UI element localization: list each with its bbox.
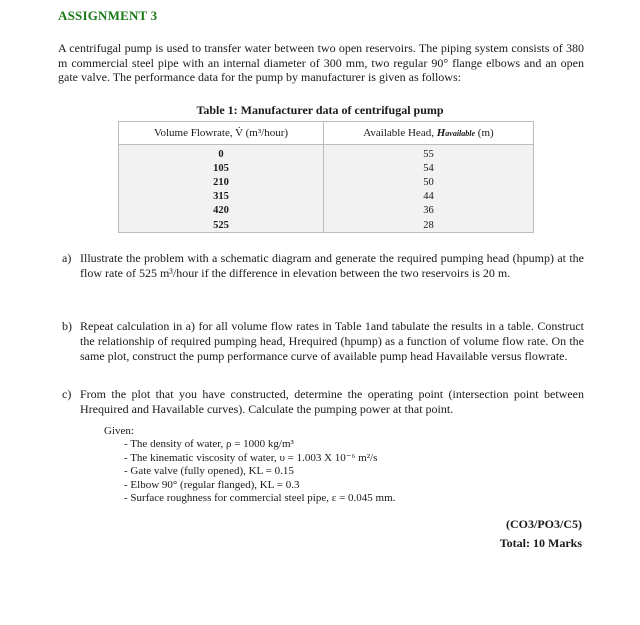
question-b	[62, 319, 584, 363]
cell-flowrate: 210	[119, 175, 324, 189]
cell-head: 55	[324, 145, 534, 162]
given-title: Given:	[104, 425, 134, 437]
question-b-text: Repeat calculation in a) for all volume flow rates in Table 1and tabulate the results in a table. Construct the relationship of required pumping head, Hrequired (hpump) as a function of volume flow rate. On the same plot, construct the pump performance curve of available pump head Havailable versus flowrate.	[80, 319, 584, 363]
table-body	[119, 145, 534, 233]
total-marks: Total: 10 Marks	[499, 536, 582, 550]
question-b-label: b)	[62, 319, 72, 333]
table-row	[119, 175, 534, 189]
question-a	[62, 251, 584, 281]
table-header-row	[119, 122, 534, 145]
cell-flowrate: 315	[119, 190, 324, 204]
table-row	[119, 190, 534, 204]
question-c-label: c)	[62, 387, 72, 401]
cell-flowrate: 525	[119, 218, 324, 233]
given-item: - Gate valve (fully opened), KL = 0.15	[124, 465, 294, 478]
given-section	[104, 425, 395, 505]
cell-head: 28	[324, 218, 534, 233]
header-available-head: Available Head, Havailable (m)	[324, 122, 534, 145]
cell-flowrate: 105	[119, 161, 324, 175]
table-row	[119, 204, 534, 218]
table-row	[119, 218, 534, 233]
table-row	[119, 145, 534, 162]
cell-flowrate: 420	[119, 204, 324, 218]
given-item: - Elbow 90° (regular flanged), KL = 0.3	[124, 478, 300, 491]
cell-head: 50	[324, 175, 534, 189]
cell-flowrate: 0	[119, 145, 324, 162]
problem-statement: A centrifugal pump is used to transfer water between two open reservoirs. The piping system consists of 380 m commercial steel pipe with an internal diameter of 300 mm, two regular 90° flange elbows and an open gate valve. The performance data for the pump by manufacturer is given as follows:	[58, 41, 584, 84]
course-outcome-codes: (CO3/PO3/C5)	[506, 517, 582, 531]
cell-head: 36	[324, 204, 534, 218]
header-volume-flowrate: Volume Flowrate, V̇ (m³/hour)	[119, 122, 324, 145]
pump-data-table	[118, 121, 534, 233]
given-item: - Surface roughness for commercial steel pipe, ε = 0.045 mm.	[124, 492, 396, 505]
cell-head: 54	[324, 161, 534, 175]
question-c	[62, 387, 584, 417]
table-row	[119, 161, 534, 175]
cell-head: 44	[324, 190, 534, 204]
question-c-text: From the plot that you have constructed, determine the operating point (intersection point between Hrequired and Havailable curves). Calculate the pumping power at that point.	[80, 387, 584, 416]
given-item: - The kinematic viscosity of water, υ = 1.003 X 10⁻⁶ m²/s	[124, 451, 378, 464]
table-caption: Table 1: Manufacturer data of centrifugal pump	[196, 103, 444, 117]
question-a-label: a)	[62, 251, 72, 265]
given-item: - The density of water, ρ = 1000 kg/m³	[124, 438, 294, 451]
assignment-heading: ASSIGNMENT 3	[58, 8, 158, 23]
marks-block	[500, 515, 582, 553]
question-a-text: Illustrate the problem with a schematic diagram and generate the required pumping head (hpump) at the flow rate of 525 m³/hour if the difference in elevation between the two reservoirs is 20 m.	[80, 251, 584, 280]
